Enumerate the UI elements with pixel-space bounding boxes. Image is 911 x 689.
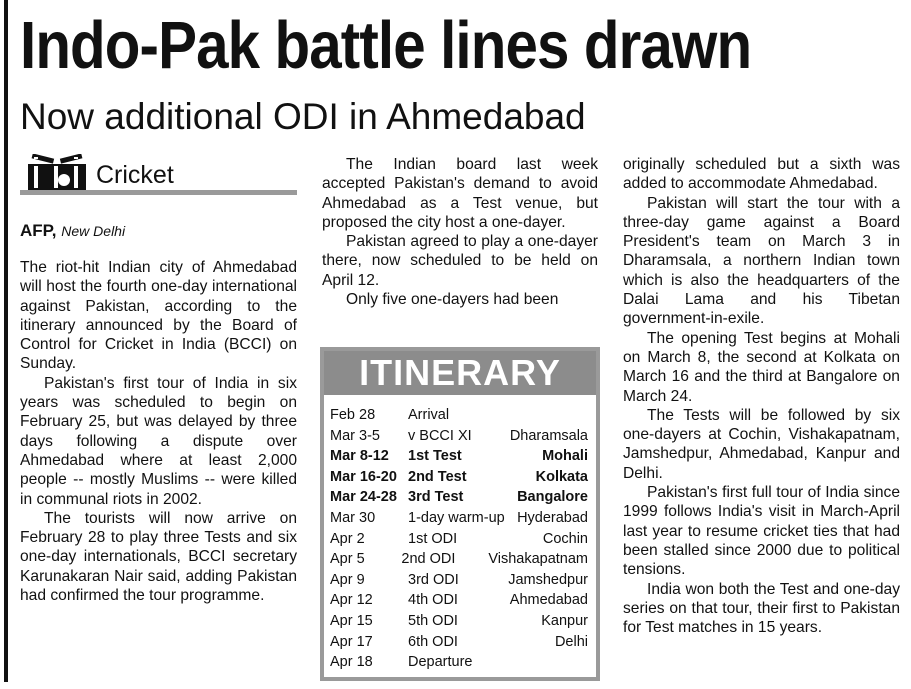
article-column-1: [20, 258, 297, 605]
itinerary-table: [324, 395, 596, 673]
itinerary-venue: Jamshedpur: [508, 571, 588, 588]
itinerary-date: Mar 16-20: [330, 468, 397, 485]
itinerary-date: Apr 12: [330, 592, 373, 609]
paragraph: The tourists will now arrive on February 28 to play three Tests and six one-day internationals, BCCI secretary Karunakaran Nair said, adding Pakistan had confirmed the tour programme.: [20, 509, 297, 605]
itinerary-row: [330, 405, 588, 426]
paragraph: Only five one-dayers had been: [346, 291, 559, 309]
itinerary-event: v BCCI XI: [408, 427, 472, 444]
itinerary-venue: Mohali: [542, 448, 588, 465]
subheadline: Now additional ODI in Ahmedabad: [20, 96, 586, 137]
itinerary-row: [330, 446, 588, 467]
itinerary-event: 1-day warm-up: [408, 509, 505, 526]
byline-location: New Delhi: [61, 223, 126, 239]
itinerary-date: Mar 30: [330, 509, 376, 526]
paragraph: Pakistan's first tour of India in six years was scheduled to begin on February 25, but was delayed by three days following a dispute over Ahmedabad where at least 2,000 people -- mostly Muslims -- were killed in communal riots in 2002.: [20, 374, 297, 508]
itinerary-row: [330, 590, 588, 611]
paragraph: Pakistan's first full tour of India since 1999 follows India's visit in March-April last year to resume cricket ties that had been stalled since 2000 due to political tensions.: [623, 484, 900, 579]
itinerary-venue: Delhi: [554, 633, 588, 650]
itinerary-venue: Vishakapatnam: [488, 551, 588, 568]
itinerary-date: Apr 15: [330, 612, 373, 629]
itinerary-row: [330, 508, 588, 529]
itinerary-box: [320, 347, 600, 681]
itinerary-row: [330, 487, 588, 508]
headline: Indo-Pak battle lines drawn: [20, 8, 752, 83]
itinerary-venue: Hyderabad: [517, 509, 588, 526]
itinerary-date: Apr 17: [330, 633, 373, 650]
itinerary-row: [330, 426, 588, 447]
itinerary-row: [330, 632, 588, 653]
itinerary-event: 2nd ODI: [401, 551, 456, 568]
paragraph: The Indian board last week accepted Pakistan's demand to avoid Ahmedabad as a Test venue, but proposed the city host a one-dayer.: [322, 156, 598, 231]
itinerary-row: [330, 467, 588, 488]
itinerary-date: Mar 3-5: [330, 427, 380, 444]
itinerary-venue: Kanpur: [541, 612, 588, 629]
itinerary-title: ITINERARY: [324, 351, 596, 395]
itinerary-event: 1st ODI: [408, 530, 458, 547]
itinerary-row: [330, 611, 588, 632]
itinerary-venue: Cochin: [542, 530, 588, 547]
itinerary-event: 1st Test: [408, 448, 462, 465]
itinerary-venue: [503, 652, 588, 673]
itinerary-date: Mar 24-28: [330, 489, 397, 506]
itinerary-venue: [503, 405, 588, 426]
itinerary-date: Feb 28: [330, 407, 376, 423]
itinerary-row: [330, 529, 588, 550]
paragraph: The Tests will be followed by six one-dayers at Cochin, Vishakapatnam, Jamshedpur, Ahmedabad, Kanpur and Delhi.: [623, 406, 900, 482]
left-margin-rule: [4, 0, 8, 682]
itinerary-venue: Kolkata: [535, 468, 588, 485]
article-column-3: [623, 155, 900, 637]
itinerary-event: 2nd Test: [408, 468, 467, 485]
itinerary-event: 3rd ODI: [408, 571, 459, 588]
paragraph: Pakistan will start the tour with a three-day game against a Board President's team on March 3 in Dharamsala, a northern Indian town which is also the headquarters of the Dalai Lama and his Tibetan government-in-exile.: [623, 194, 900, 328]
itinerary-event: 5th ODI: [408, 612, 458, 629]
byline-agency: AFP,: [20, 221, 57, 240]
itinerary-row: [330, 652, 588, 673]
itinerary-event: 4th ODI: [408, 592, 458, 609]
byline: [20, 221, 125, 241]
section-header: [20, 150, 297, 196]
paragraph: India won both the Test and one-day series on that tour, their first to Pakistan for Test matches in 15 years.: [623, 580, 900, 637]
itinerary-date: Apr 5: [330, 551, 365, 568]
itinerary-venue: Bangalore: [517, 489, 588, 506]
itinerary-event: 6th ODI: [408, 633, 458, 650]
section-divider: [20, 190, 297, 195]
itinerary-row: [330, 570, 588, 591]
itinerary-venue: Dharamsala: [509, 427, 588, 444]
cricket-stumps-icon: [24, 154, 90, 190]
itinerary-date: Mar 8-12: [330, 448, 389, 465]
itinerary-event: 3rd Test: [408, 489, 464, 506]
paragraph: The riot-hit Indian city of Ahmedabad will host the fourth one-day international against Pakistan, according to the itinerary announced by the Board of Control for Cricket in India (BCCI) on Sunday.: [20, 259, 297, 373]
article-column-2: [322, 155, 598, 309]
paragraph: The opening Test begins at Mohali on March 8, the second at Kolkata on March 16 and the third at Bangalore on March 24.: [623, 329, 900, 405]
itinerary-date: Apr 18: [330, 654, 373, 671]
itinerary-event: Arrival: [408, 407, 450, 423]
itinerary-date: Apr 9: [330, 571, 365, 588]
paragraph: Pakistan agreed to play a one-dayer there, now scheduled to be held on April 12.: [322, 233, 598, 289]
itinerary-row: [330, 549, 588, 570]
paragraph: originally scheduled but a sixth was added to accommodate Ahmedabad.: [623, 156, 900, 193]
section-label: Cricket: [96, 161, 174, 189]
itinerary-event: Departure: [408, 654, 473, 671]
itinerary-date: Apr 2: [330, 530, 365, 547]
itinerary-venue: Ahmedabad: [509, 592, 588, 609]
